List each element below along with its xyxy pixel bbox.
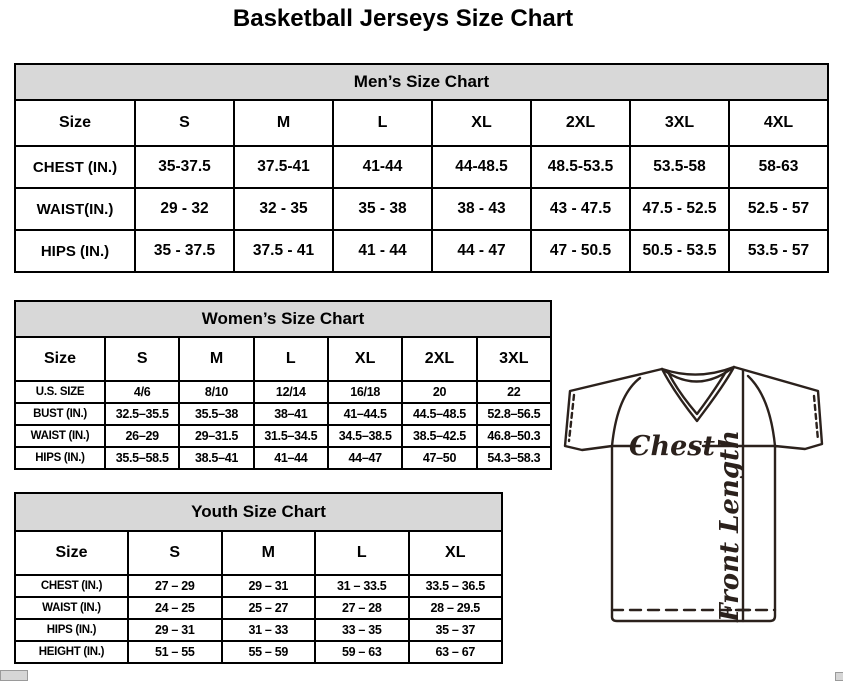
size-cell: 33 – 35 <box>315 619 409 641</box>
table-row <box>15 146 828 188</box>
right-armhole-seam <box>748 376 775 446</box>
row-label: HEIGHT (IN.) <box>15 641 128 663</box>
size-cell: 27 – 29 <box>128 575 222 597</box>
womens-chart-title: Women’s Size Chart <box>15 301 551 337</box>
row-label: HIPS (IN.) <box>15 619 128 641</box>
size-cell: 29 – 31 <box>222 575 316 597</box>
size-cell: 24 – 25 <box>128 597 222 619</box>
size-cell: 47–50 <box>402 447 476 469</box>
column-header: XL <box>409 531 503 575</box>
size-cell: 53.5 - 57 <box>729 230 828 272</box>
size-cell: 44–47 <box>328 447 402 469</box>
table-row <box>15 447 551 469</box>
column-header: 3XL <box>630 100 729 146</box>
right-cuff-dashed-line <box>814 396 818 440</box>
column-header: M <box>179 337 253 381</box>
column-header: S <box>105 337 179 381</box>
size-cell: 44.5–48.5 <box>402 403 476 425</box>
size-cell: 41 - 44 <box>333 230 432 272</box>
size-cell: 33.5 – 36.5 <box>409 575 503 597</box>
size-cell: 58-63 <box>729 146 828 188</box>
size-cell: 52.5 - 57 <box>729 188 828 230</box>
row-label: U.S. SIZE <box>15 381 105 403</box>
scrollbar-fragment-right[interactable] <box>835 672 843 681</box>
size-cell: 16/18 <box>328 381 402 403</box>
table-row <box>15 403 551 425</box>
size-cell: 31 – 33 <box>222 619 316 641</box>
youth-chart-title: Youth Size Chart <box>15 493 502 531</box>
column-header: Size <box>15 100 135 146</box>
table-row <box>15 188 828 230</box>
size-cell: 59 – 63 <box>315 641 409 663</box>
row-label: CHEST (IN.) <box>15 575 128 597</box>
scrollbar-fragment-left[interactable] <box>0 670 28 681</box>
size-cell: 31 – 33.5 <box>315 575 409 597</box>
size-cell: 41–44 <box>254 447 328 469</box>
row-label: WAIST (IN.) <box>15 425 105 447</box>
column-header: S <box>135 100 234 146</box>
size-cell: 35.5–38 <box>179 403 253 425</box>
column-header: 3XL <box>477 337 551 381</box>
size-cell: 35 - 38 <box>333 188 432 230</box>
column-header: S <box>128 531 222 575</box>
size-cell: 47.5 - 52.5 <box>630 188 729 230</box>
column-header: 2XL <box>402 337 476 381</box>
mens-chart-title: Men’s Size Chart <box>15 64 828 100</box>
row-label: HIPS (IN.) <box>15 447 105 469</box>
size-cell: 54.3–58.3 <box>477 447 551 469</box>
table-row <box>15 575 502 597</box>
table-row <box>15 425 551 447</box>
size-cell: 63 – 67 <box>409 641 503 663</box>
column-header: L <box>333 100 432 146</box>
column-header: M <box>222 531 316 575</box>
size-cell: 44-48.5 <box>432 146 531 188</box>
size-cell: 35-37.5 <box>135 146 234 188</box>
table-row <box>15 619 502 641</box>
row-label: WAIST(IN.) <box>15 188 135 230</box>
size-cell: 50.5 - 53.5 <box>630 230 729 272</box>
size-cell: 29 – 31 <box>128 619 222 641</box>
size-cell: 35 – 37 <box>409 619 503 641</box>
size-cell: 27 – 28 <box>315 597 409 619</box>
size-cell: 44 - 47 <box>432 230 531 272</box>
column-header: XL <box>432 100 531 146</box>
size-cell: 29 - 32 <box>135 188 234 230</box>
size-cell: 37.5 - 41 <box>234 230 333 272</box>
size-cell: 53.5-58 <box>630 146 729 188</box>
row-label: BUST (IN.) <box>15 403 105 425</box>
mens-size-table <box>14 63 829 273</box>
column-header: Size <box>15 337 105 381</box>
table-row <box>15 641 502 663</box>
size-cell: 55 – 59 <box>222 641 316 663</box>
size-cell: 29–31.5 <box>179 425 253 447</box>
row-label: HIPS (IN.) <box>15 230 135 272</box>
column-header: M <box>234 100 333 146</box>
row-label: WAIST (IN.) <box>15 597 128 619</box>
front-length-label: Front Length <box>715 430 745 622</box>
size-cell: 32 - 35 <box>234 188 333 230</box>
size-cell: 32.5–35.5 <box>105 403 179 425</box>
size-cell: 34.5–38.5 <box>328 425 402 447</box>
table-row <box>15 381 551 403</box>
youth-size-table <box>14 492 503 664</box>
table-row <box>15 597 502 619</box>
column-header: XL <box>328 337 402 381</box>
size-cell: 31.5–34.5 <box>254 425 328 447</box>
chest-label: Chest <box>629 431 715 462</box>
size-cell: 28 – 29.5 <box>409 597 503 619</box>
row-label: CHEST (IN.) <box>15 146 135 188</box>
size-cell: 47 - 50.5 <box>531 230 630 272</box>
column-header: L <box>315 531 409 575</box>
size-cell: 48.5-53.5 <box>531 146 630 188</box>
column-header: Size <box>15 531 128 575</box>
size-cell: 38.5–41 <box>179 447 253 469</box>
size-cell: 8/10 <box>179 381 253 403</box>
jersey-outline <box>565 367 822 621</box>
size-cell: 41–44.5 <box>328 403 402 425</box>
size-cell: 52.8–56.5 <box>477 403 551 425</box>
size-cell: 20 <box>402 381 476 403</box>
size-cell: 51 – 55 <box>128 641 222 663</box>
size-cell: 35 - 37.5 <box>135 230 234 272</box>
size-cell: 38.5–42.5 <box>402 425 476 447</box>
size-cell: 26–29 <box>105 425 179 447</box>
table-row <box>15 230 828 272</box>
size-cell: 43 - 47.5 <box>531 188 630 230</box>
column-header: 4XL <box>729 100 828 146</box>
size-cell: 12/14 <box>254 381 328 403</box>
size-cell: 4/6 <box>105 381 179 403</box>
size-cell: 38–41 <box>254 403 328 425</box>
size-cell: 25 – 27 <box>222 597 316 619</box>
size-cell: 37.5-41 <box>234 146 333 188</box>
size-cell: 35.5–58.5 <box>105 447 179 469</box>
column-header: L <box>254 337 328 381</box>
size-cell: 22 <box>477 381 551 403</box>
size-cell: 46.8–50.3 <box>477 425 551 447</box>
page-title: Basketball Jerseys Size Chart <box>232 5 574 32</box>
size-cell: 41-44 <box>333 146 432 188</box>
womens-size-table <box>14 300 552 470</box>
jersey-diagram <box>556 358 840 632</box>
column-header: 2XL <box>531 100 630 146</box>
size-cell: 38 - 43 <box>432 188 531 230</box>
